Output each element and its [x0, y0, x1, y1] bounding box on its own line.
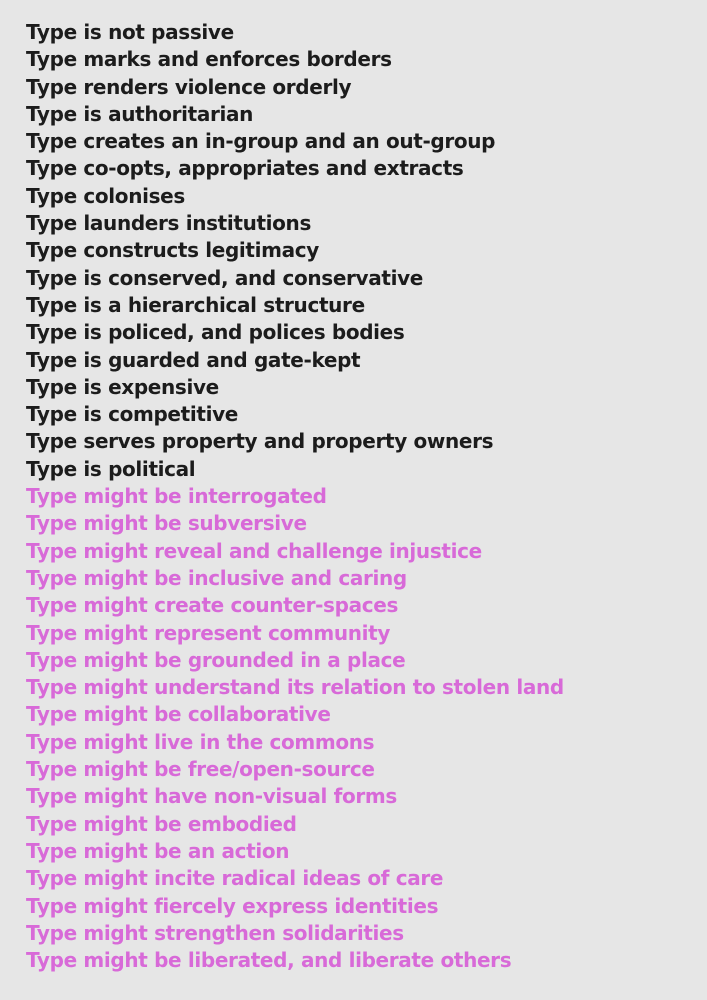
dark-statement-line: Type is competitive [26, 402, 238, 427]
pink-statement-line: Type might live in the commons [26, 729, 375, 754]
dark-statement-line: Type launders institutions [26, 211, 312, 236]
pink-statement-line: Type might fiercely express identities [26, 893, 439, 918]
dark-statement-line: Type co-opts, appropriates and extracts [26, 156, 464, 181]
dark-statement-line: Type constructs legitimacy [26, 238, 319, 263]
pink-statement-line: Type might have non-visual forms [26, 784, 397, 809]
pink-statements-list [26, 483, 696, 974]
dark-statement-line: Type is not passive [26, 20, 234, 44]
poster-text-block [26, 19, 696, 974]
pink-statement-line: Type might be interrogated [26, 484, 327, 509]
pink-statement-line: Type might be liberated, and liberate others [26, 948, 512, 973]
pink-statement-line: Type might create counter-spaces [26, 593, 398, 618]
pink-statement-line: Type might be free/open-source [26, 757, 375, 782]
pink-statement-line: Type might incite radical ideas of care [26, 866, 444, 891]
pink-statement-line: Type might be an action [26, 838, 290, 863]
pink-statement-line: Type might be grounded in a place [26, 647, 406, 672]
dark-statement-line: Type is expensive [26, 374, 219, 399]
dark-statement-line: Type is political [26, 456, 196, 481]
pink-statement-line: Type might understand its relation to stolen land [26, 675, 564, 700]
dark-statement-line: Type is guarded and gate-kept [26, 347, 361, 372]
dark-statement-line: Type renders violence orderly [26, 74, 352, 99]
pink-statement-line: Type might be subversive [26, 511, 307, 536]
dark-statement-line: Type marks and enforces borders [26, 47, 392, 72]
pink-statement-line: Type might be inclusive and caring [26, 565, 407, 590]
dark-statements-list [26, 19, 696, 483]
pink-statement-line: Type might be embodied [26, 811, 297, 836]
dark-statement-line: Type creates an in-group and an out-group [26, 129, 496, 154]
pink-statement-line: Type might reveal and challenge injustice [26, 538, 482, 563]
pink-statement-line: Type might strengthen solidarities [26, 920, 404, 945]
dark-statement-line: Type is authoritarian [26, 101, 254, 126]
dark-statement-line: Type colonises [26, 183, 185, 208]
dark-statement-line: Type serves property and property owners [26, 429, 494, 454]
pink-statement-line: Type might be collaborative [26, 702, 331, 727]
dark-statement-line: Type is conserved, and conservative [26, 265, 423, 290]
pink-statement-line: Type might represent community [26, 620, 391, 645]
dark-statement-line: Type is policed, and polices bodies [26, 320, 405, 345]
dark-statement-line: Type is a hierarchical structure [26, 292, 365, 317]
